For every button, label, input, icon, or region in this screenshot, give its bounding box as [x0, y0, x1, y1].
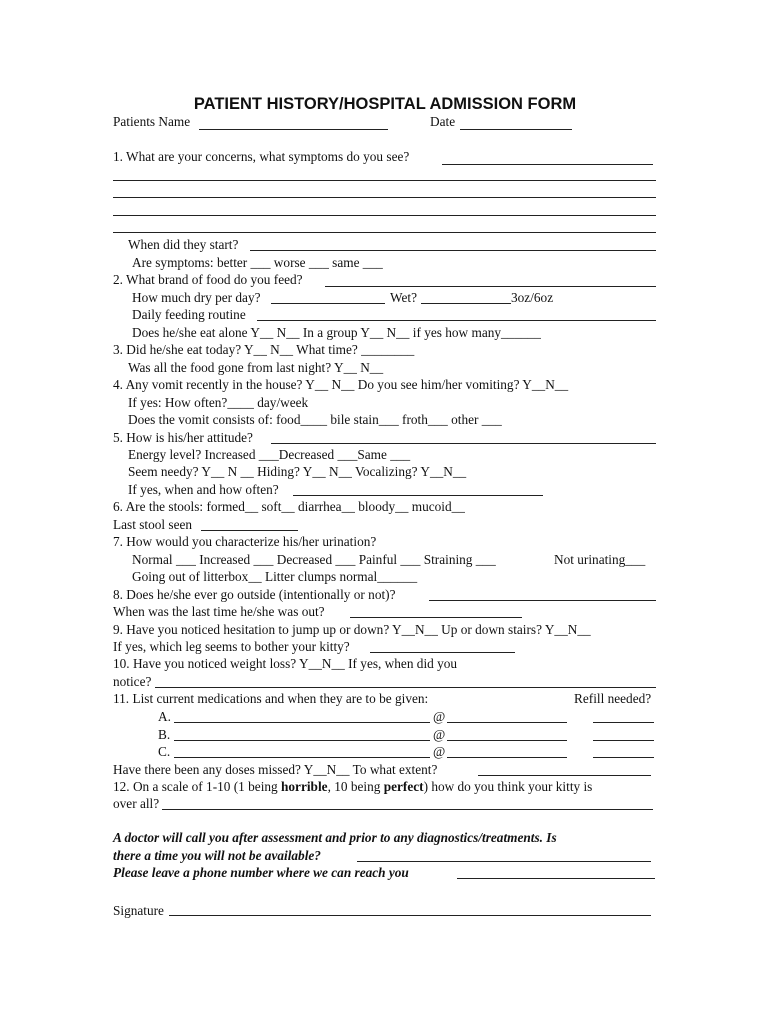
q12-text: 12. On a scale of 1-10 (1 being horrible, 10 being perfect) how do you think your kitty is [113, 779, 593, 794]
date-label: Date [430, 114, 456, 129]
q1-answer-line[interactable] [113, 232, 656, 233]
q5-attitude-field[interactable] [271, 443, 656, 444]
q7-text: 7. How would you characterize his/her urination? [113, 534, 377, 549]
patient-name-field[interactable] [199, 129, 388, 130]
q5-energy: Energy level? Increased ___Decreased ___Same ___ [128, 447, 411, 462]
signature-field[interactable] [169, 915, 651, 916]
q11-refill-header: Refill needed? [574, 691, 652, 706]
q12-horrible: horrible [281, 779, 328, 794]
q10-noticed-field[interactable] [155, 687, 656, 688]
patient-name-label: Patients Name [113, 114, 191, 129]
q11-refill-field[interactable] [593, 722, 654, 723]
q7-not-urinating: Not urinating___ [554, 552, 646, 567]
q5-text: 5. How is his/her attitude? [113, 430, 253, 445]
q5-needy: Seem needy? Y__ N __ Hiding? Y__ N__ Vocalizing? Y__N__ [128, 464, 467, 479]
q1-answer-line[interactable] [113, 180, 656, 181]
q7-litterbox: Going out of litterbox__ Litter clumps normal______ [132, 569, 418, 584]
q2-brand-field[interactable] [325, 286, 656, 287]
q11-med-time-field[interactable] [447, 722, 567, 723]
q11-doses-missed: Have there been any doses missed? Y__N__ To what extent? [113, 762, 438, 777]
q1-answer-field[interactable] [442, 164, 653, 165]
form-title: PATIENT HISTORY/HOSPITAL ADMISSION FORM [193, 95, 577, 113]
doctor-call-note: A doctor will call you after assessment and prior to any diagnostics/treatments. Is [113, 830, 557, 845]
q11-med-name-field[interactable] [174, 740, 430, 741]
q11-med-label: B. [158, 727, 171, 742]
q2-text: 2. What brand of food do you feed? [113, 272, 303, 287]
q11-at-sign: @ [433, 709, 446, 724]
q3-text: 3. Did he/she eat today? Y__ N__ What time? ________ [113, 342, 415, 357]
q1-symptoms-status: Are symptoms: better ___ worse ___ same ___ [132, 255, 383, 270]
q11-doses-missed-field[interactable] [478, 775, 651, 776]
q8-last-time: When was the last time he/she was out? [113, 604, 325, 619]
q2-dry-per-day: How much dry per day? [132, 290, 261, 305]
q5-when-how-field[interactable] [293, 495, 543, 496]
q3-food-gone: Was all the food gone from last night? Y__ N__ [128, 360, 384, 375]
q6-last-stool: Last stool seen [113, 517, 193, 532]
q2-dry-field[interactable] [271, 303, 385, 304]
phone-request: Please leave a phone number where we can reach you [113, 865, 409, 880]
q12-rating-field[interactable] [162, 809, 653, 810]
q2-wet-field[interactable] [421, 303, 511, 304]
q2-eat-alone: Does he/she eat alone Y__ N__ In a group Y__ N__ if yes how many______ [132, 325, 541, 340]
q7-options: Normal ___ Increased ___ Decreased ___ Painful ___ Straining ___ [132, 552, 496, 567]
q6-text: 6. Are the stools: formed__ soft__ diarrhea__ bloody__ mucoid__ [113, 499, 465, 514]
q5-when-how: If yes, when and how often? [128, 482, 279, 497]
phone-field[interactable] [457, 878, 655, 879]
q8-text: 8. Does he/she ever go outside (intentionally or not)? [113, 587, 396, 602]
signature-label: Signature [113, 903, 164, 918]
q9-which-leg: If yes, which leg seems to bother your kitty? [113, 639, 350, 654]
q11-med-label: A. [158, 709, 171, 724]
q2-wet-size: 3oz/6oz [511, 290, 554, 305]
not-available-field[interactable] [357, 861, 651, 862]
q11-refill-field[interactable] [593, 757, 654, 758]
q1-text: 1. What are your concerns, what symptoms do you see? [113, 149, 410, 164]
q11-med-time-field[interactable] [447, 740, 567, 741]
q11-med-label: C. [158, 744, 171, 759]
q1-answer-line[interactable] [113, 197, 656, 198]
q11-refill-field[interactable] [593, 740, 654, 741]
q11-med-name-field[interactable] [174, 757, 430, 758]
q2-feeding-routine: Daily feeding routine [132, 307, 246, 322]
q10-text: 10. Have you noticed weight loss? Y__N__ If yes, when did you [113, 656, 458, 671]
q1-when-started-field[interactable] [250, 250, 656, 251]
q1-when-started: When did they start? [128, 237, 239, 252]
q4-how-often: If yes: How often?____ day/week [128, 395, 309, 410]
q2-wet: Wet? [390, 290, 417, 305]
q11-at-sign: @ [433, 744, 446, 759]
q4-consists-of: Does the vomit consists of: food____ bile stain___ froth___ other ___ [128, 412, 502, 427]
q8-outside-field[interactable] [429, 600, 656, 601]
q2-feeding-routine-field[interactable] [257, 320, 656, 321]
q8-last-time-field[interactable] [350, 617, 522, 618]
not-available-question: there a time you will not be available? [113, 848, 321, 863]
q11-med-time-field[interactable] [447, 757, 567, 758]
q4-text: 4. Any vomit recently in the house? Y__ N__ Do you see him/her vomiting? Y__N__ [113, 377, 569, 392]
q10-noticed: notice? [113, 674, 152, 689]
q9-which-leg-field[interactable] [370, 652, 515, 653]
q12-perfect: perfect [383, 779, 424, 794]
q11-med-name-field[interactable] [174, 722, 430, 723]
q6-last-stool-field[interactable] [201, 530, 298, 531]
q1-answer-line[interactable] [113, 215, 656, 216]
date-field[interactable] [460, 129, 572, 130]
q12-over-all: over all? [113, 796, 160, 811]
q11-text: 11. List current medications and when they are to be given: [113, 691, 429, 706]
q9-text: 9. Have you noticed hesitation to jump up or down? Y__N__ Up or down stairs? Y__N__ [113, 622, 591, 637]
q11-at-sign: @ [433, 727, 446, 742]
